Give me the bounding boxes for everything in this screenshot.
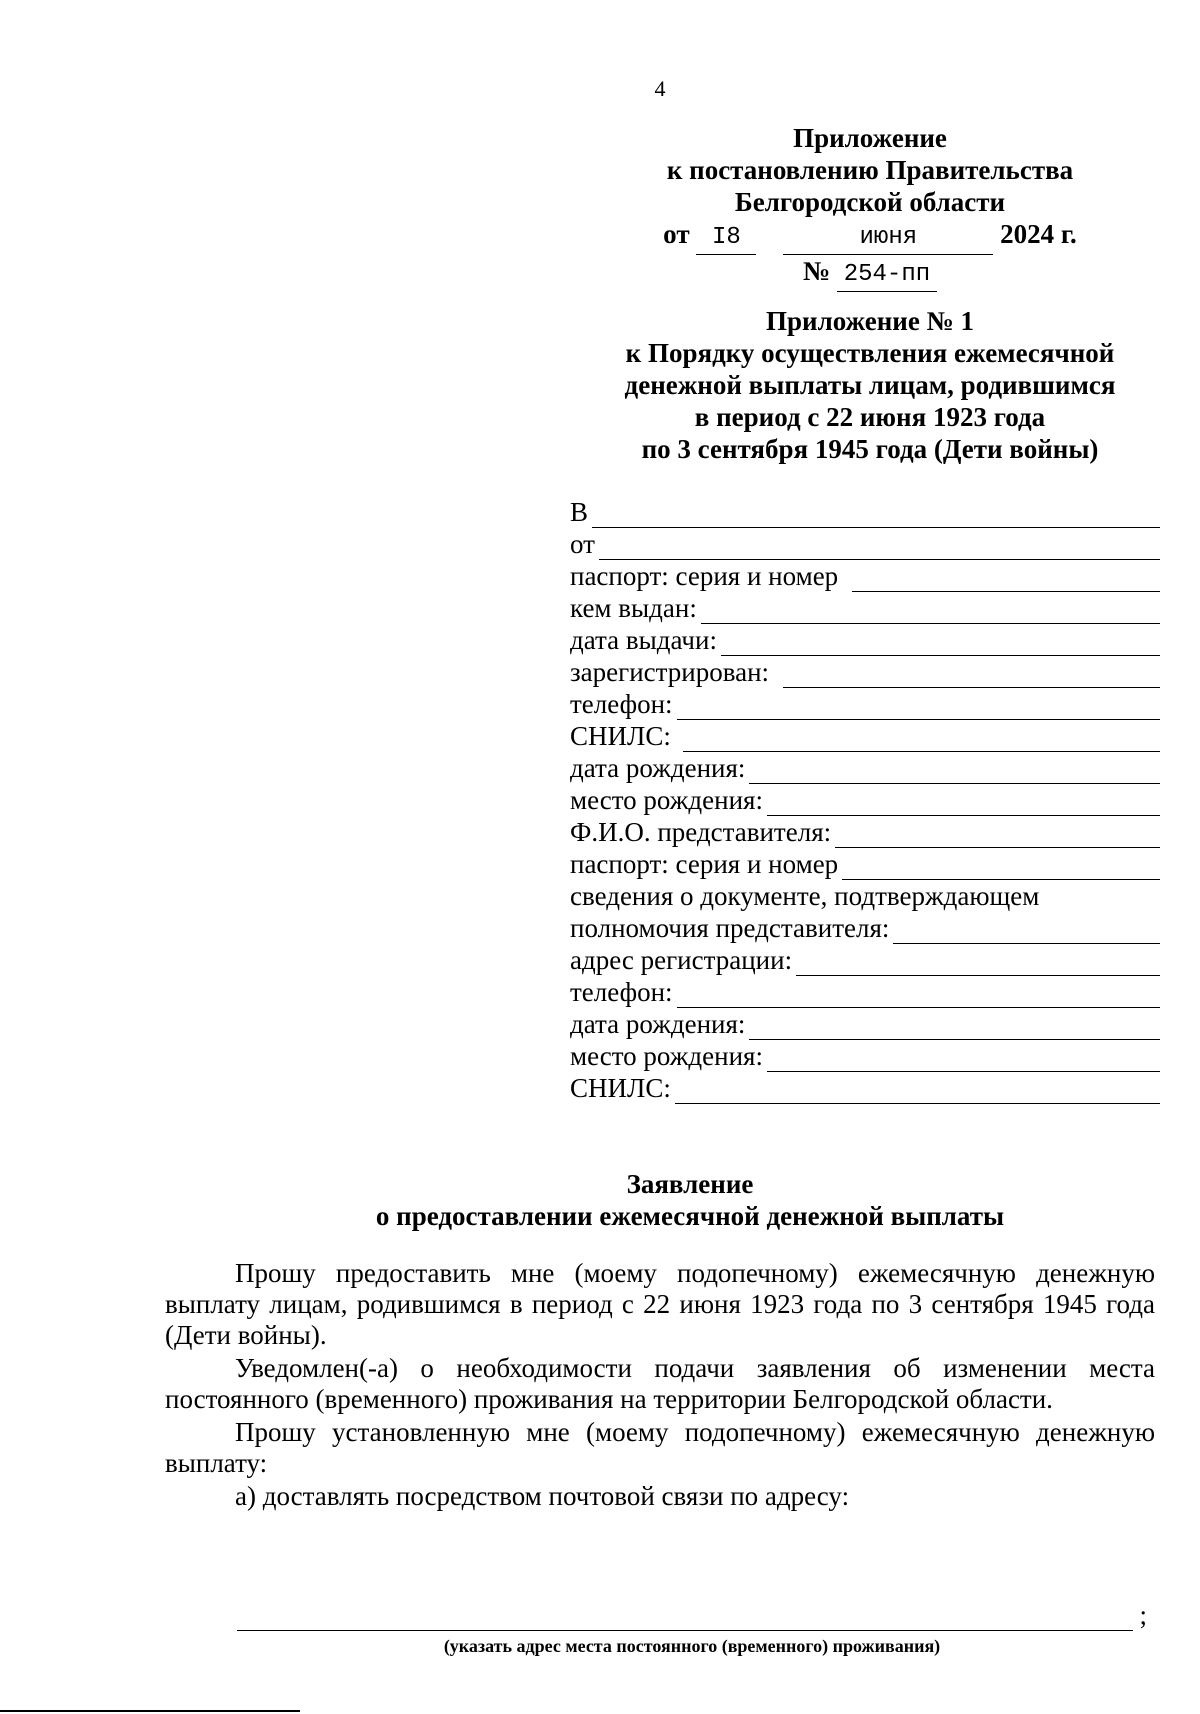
header-date xyxy=(640,218,1100,255)
header-line-1: Приложение xyxy=(793,123,947,153)
field-registered-blank[interactable] xyxy=(783,665,1160,688)
bottom-rule xyxy=(0,1710,300,1712)
field-rep-birth-date-blank[interactable] xyxy=(749,1017,1160,1040)
statement-title-line-1: Заявление xyxy=(626,1169,754,1199)
field-rep-address-blank[interactable] xyxy=(796,953,1160,976)
page-number: 4 xyxy=(654,76,666,101)
field-phone-blank[interactable] xyxy=(677,697,1160,720)
paragraph-notice: Уведомлен(-а) о необходимости подачи заявления об изменении места постоянного (временного) проживания на территории Белгородской области. xyxy=(165,1353,1155,1414)
applicant-fields xyxy=(570,496,1160,1104)
field-issued-by-blank[interactable] xyxy=(701,601,1160,624)
statement-title xyxy=(240,1168,1140,1232)
field-passport-blank[interactable] xyxy=(852,569,1160,592)
appendix-line-1: Приложение № 1 xyxy=(766,306,974,336)
address-semicolon: ; xyxy=(1139,1600,1147,1630)
field-birth-place-blank[interactable] xyxy=(767,793,1160,816)
number-value: 254-пп xyxy=(837,259,937,292)
field-passport: паспорт: серия и номер xyxy=(570,560,1160,592)
field-rep-snils-blank[interactable] xyxy=(675,1081,1160,1104)
field-rep-doc: полномочия представителя: xyxy=(570,912,1160,944)
statement-title-line-2: о предоставлении ежемесячной денежной выплаты xyxy=(375,1201,1005,1231)
field-rep-passport: паспорт: серия и номер xyxy=(570,848,1160,880)
field-rep-birth-date: дата рождения: xyxy=(570,1008,1160,1040)
field-issued-by: кем выдан: xyxy=(570,592,1160,624)
field-rep-passport-blank[interactable] xyxy=(842,857,1160,880)
field-rep-doc-line-1: сведения о документе, подтверждающем xyxy=(570,881,1040,911)
header-line-2: к постановлению Правительства xyxy=(666,155,1074,185)
field-snils: СНИЛС: xyxy=(570,720,1160,752)
header-number xyxy=(640,255,1100,292)
statement-body xyxy=(165,1258,1155,1514)
appendix-line-5: по 3 сентября 1945 года (Дети войны) xyxy=(641,434,1099,464)
field-rep-name: Ф.И.О. представителя: xyxy=(570,816,1160,848)
address-row xyxy=(237,1600,1147,1631)
header-line-3: Белгородской области xyxy=(734,187,1006,217)
date-month: июня xyxy=(783,222,993,255)
field-birth-date-blank[interactable] xyxy=(749,761,1160,784)
paragraph-delivery: а) доставлять посредством почтовой связи по адресу: xyxy=(235,1481,850,1511)
paragraph-request: Прошу предоставить мне (моему подопечному) ежемесячную денежную выплату лицам, родившимся в период с 22 июня 1923 года по 3 сентября 1945 года (Дети войны). xyxy=(165,1258,1155,1350)
field-to-blank[interactable] xyxy=(592,505,1160,528)
appendix-header xyxy=(600,305,1140,465)
field-rep-address: адрес регистрации: xyxy=(570,944,1160,976)
date-day: I8 xyxy=(696,222,756,255)
address-blank[interactable] xyxy=(237,1604,1133,1631)
field-rep-phone-blank[interactable] xyxy=(677,985,1160,1008)
field-issue-date-blank[interactable] xyxy=(721,633,1160,656)
number-prefix: № xyxy=(803,256,831,286)
field-rep-doc-blank[interactable] xyxy=(893,921,1160,944)
appendix-line-3: денежной выплаты лицам, родившимся xyxy=(624,370,1116,400)
address-hint: (указать адрес места постоянного (временного) проживания) xyxy=(443,1636,941,1656)
resolution-header xyxy=(640,122,1100,292)
appendix-line-4: в период с 22 июня 1923 года xyxy=(694,402,1046,432)
field-issue-date: дата выдачи: xyxy=(570,624,1160,656)
date-year: 2024 г. xyxy=(1000,219,1077,249)
paragraph-payment: Прошу установленную мне (моему подопечному) ежемесячную денежную выплату: xyxy=(165,1417,1155,1478)
field-from: от xyxy=(570,528,1160,560)
field-rep-snils: СНИЛС: xyxy=(570,1072,1160,1104)
field-from-blank[interactable] xyxy=(599,537,1160,560)
field-birth-date: дата рождения: xyxy=(570,752,1160,784)
field-birth-place: место рождения: xyxy=(570,784,1160,816)
field-phone: телефон: xyxy=(570,688,1160,720)
field-snils-blank[interactable] xyxy=(683,729,1160,752)
field-registered: зарегистрирован: xyxy=(570,656,1160,688)
field-rep-phone: телефон: xyxy=(570,976,1160,1008)
appendix-line-2: к Порядку осуществления ежемесячной xyxy=(625,338,1115,368)
field-rep-birth-place: место рождения: xyxy=(570,1040,1160,1072)
field-rep-name-blank[interactable] xyxy=(835,825,1160,848)
field-rep-birth-place-blank[interactable] xyxy=(767,1049,1160,1072)
date-prefix: от xyxy=(663,219,690,249)
field-to: В xyxy=(570,496,1160,528)
